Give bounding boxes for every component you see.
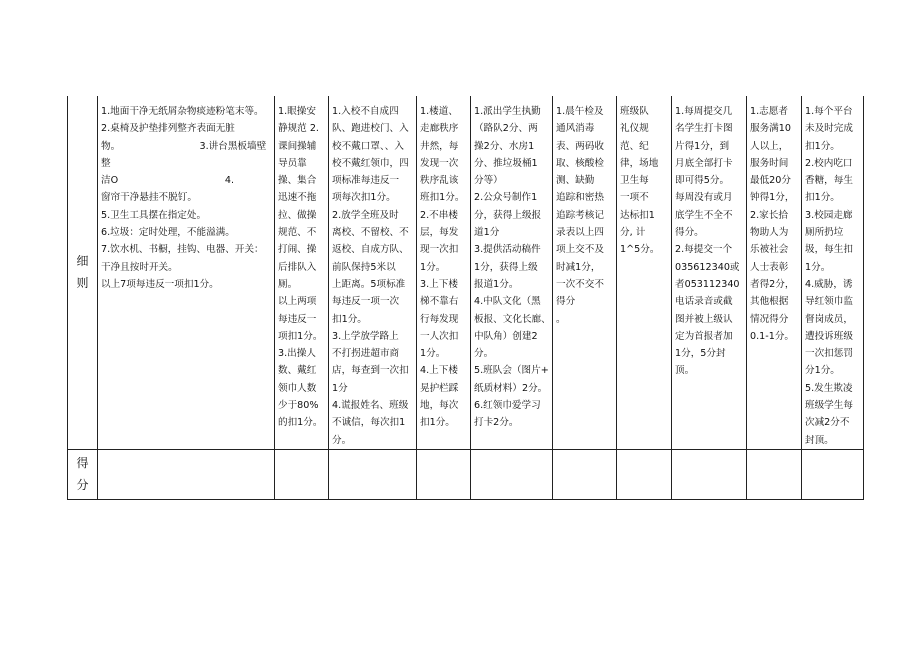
- platform-rules-text: 1.每个平台 未及时完成 扣1分。 2.校内吃口 香糖，每生 扣1分。 3.校园走廊 厕所扔垃 圾，每生扣 1分。 4.威胁，诱 导红领巾监 督岗成员， 遭投诉班级 一次扣惩罚 分1分。 5.发生欺凌 班级学生每 次减2分不 封顶。: [805, 106, 853, 446]
- hygiene-rules-text: 1.地面干净无纸屑杂物痰迹粉笔末等。 2.桌椅及护垫排列整齐表面无脏 物。 3.讲台黑板墙壁 整 洁O 4. 窗帘干净悬挂不脱钉。 5.卫生工具摆在指定处。 6.垃圾：定时处理，不能溢满。 7.饮水机、书橱，挂钩、电器、开关： 干净且按时开关。 以上7项每违反一项扣1分。: [101, 106, 267, 290]
- checkin-rules-cell: [672, 96, 747, 449]
- rules-table: [67, 96, 864, 500]
- duty-rules-cell: [471, 96, 553, 449]
- score-cell-8[interactable]: [672, 449, 747, 499]
- detail-label: 细 则: [76, 254, 89, 291]
- score-cell-6[interactable]: [553, 449, 617, 499]
- school-entry-rules-cell: [329, 96, 417, 449]
- health-check-rules-cell: [553, 96, 617, 449]
- score-row: [68, 449, 864, 499]
- detail-row: [68, 96, 864, 449]
- score-cell-4[interactable]: [417, 449, 471, 499]
- checkin-rules-text: 1.每周提交几 名学生打卡图 片得1分，到 月底全部打卡 即可得5分。 每周没有或月 底学生不全不 得分。 2.每提交一个 035612340或 者053112340 电话录音或截 图并被上级认 定为首报者加 1分，5分封 顶。: [675, 106, 740, 377]
- score-cell-3[interactable]: [329, 449, 417, 499]
- exercise-rules-cell: [275, 96, 329, 449]
- volunteer-rules-text: 1.志愿者 服务满10 人以上， 服务时间 最低20分 钟得1分， 2.家长拾 物助人为 乐被社会 人士表彰 者得2分， 其他根据 情况得分 0.1-1分。: [750, 106, 795, 342]
- detail-label-cell: [68, 96, 98, 449]
- score-cell-9[interactable]: [747, 449, 802, 499]
- score-cell-5[interactable]: [471, 449, 553, 499]
- etiquette-rules-cell: [617, 96, 672, 449]
- corridor-rules-cell: [417, 96, 471, 449]
- score-label: 得 分: [76, 456, 89, 493]
- school-entry-rules-text: 1.入校不自成四 队、跑进校门、入 校不戴口罩、、入 校不戴红领巾，四 项标准每违反一 项每次扣1分。 2.放学全班及时 离校、不留校、不 返校、自成方队、 前队保持5米以 上距离。5项标准 每违反一项一次 扣1分。 3.上学放学路上 不打拐进超市商 店，每查到一次扣 1分 4.谎报姓名、班级 不诚信，每次扣1 分。: [332, 106, 409, 446]
- hygiene-rules-cell: [98, 96, 275, 449]
- score-cell-2[interactable]: [275, 449, 329, 499]
- score-label-cell: [68, 449, 98, 499]
- exercise-rules-text: 1.眼操安 静规范 2. 课间操辅 导员靠 操、集合 迅速不拖 拉、做操 规范、不 打闹、操 后排队入 厕。 以上两项 每违反一 项扣1分。 3.出操人 数、戴红 领巾人数 少于80% 的扣1分。: [278, 106, 323, 429]
- health-check-rules-text: 1.晨午检及 通风消毒 表、两码收 取、核酸检 测、缺勤 追踪和密热 追踪考核记 录表以上四 项上交不及 时减1分， 一次不交不 得分 。: [556, 106, 604, 325]
- score-cell-7[interactable]: [617, 449, 672, 499]
- platform-rules-cell: [802, 96, 864, 449]
- volunteer-rules-cell: [747, 96, 802, 449]
- score-cell-1[interactable]: [98, 449, 275, 499]
- etiquette-rules-text: 班级队 礼仪规 范、纪 律，场地 卫生每 一项不 达标扣1 分, 计 1^5分。: [620, 106, 660, 256]
- corridor-rules-text: 1.楼道、 走廊秩序 井然，每 发现一次 秩序乱该 班扣1分。 2.不串楼 层，每发 现一次扣 1分。 3.上下楼 梯不靠右 行每发现 一人次扣 1分。 4.上下楼 晃护栏踩 地，每次 扣1分。: [420, 106, 465, 429]
- score-cell-10[interactable]: [802, 449, 864, 499]
- duty-rules-text: 1.派出学生执勤 （路队2分、两 操2分、水房1 分、推垃圾桶1 分等） 2.公众号制作1 分，获得上级报 道1分 3.提供活动稿件 1分，获得上级 报道1分。 4.中队文化（黑 板报、文化长廊、 中队角）创建2 分。 5.班队会（图片+ 纸质材料）2分。 6.红领巾爱学习 打卡2分。: [474, 106, 551, 429]
